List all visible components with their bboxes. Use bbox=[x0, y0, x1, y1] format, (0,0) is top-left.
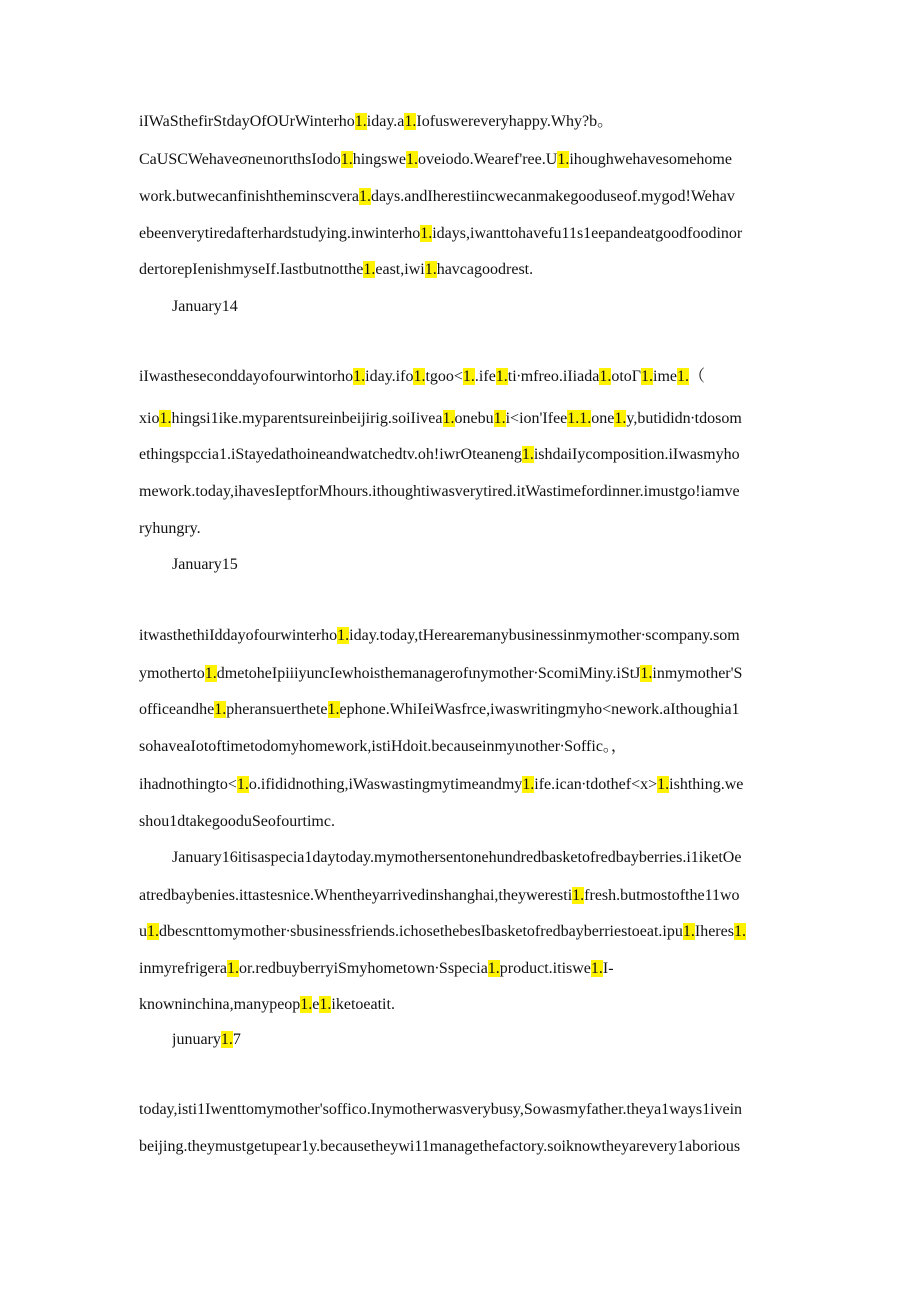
text-run: i<ion'Ifee bbox=[505, 410, 568, 427]
highlighted-text: 1. bbox=[363, 261, 376, 278]
text-run: ti∙mfreo.iIiada bbox=[507, 368, 600, 385]
highlighted-text: 1. bbox=[226, 960, 239, 977]
text-run: iday.today,tHerearemanybusinessinmymother∙scompany.som bbox=[349, 627, 740, 644]
text-run: CaUSCWehaveσneιnorιthsIodo bbox=[139, 151, 341, 168]
text-run: ihadnothingto< bbox=[139, 776, 237, 793]
text-run: ime bbox=[653, 368, 678, 385]
highlighted-text: 1. bbox=[572, 887, 585, 904]
text-run: fresh.butmostofthe11wo bbox=[584, 887, 740, 904]
text-run: ymotherto bbox=[139, 665, 205, 682]
text-run: ishthing.we bbox=[669, 776, 744, 793]
text-run: y,butididn∙tdosom bbox=[626, 410, 742, 427]
text-line bbox=[172, 847, 799, 869]
highlighted-text: 1. bbox=[599, 368, 612, 385]
text-line bbox=[139, 885, 799, 907]
text-run: January14 bbox=[172, 298, 238, 315]
text-run: I- bbox=[602, 960, 614, 977]
text-run: ishdaiIycomposition.iIwasmyho bbox=[533, 446, 740, 463]
highlighted-text: 1. bbox=[442, 410, 455, 427]
highlighted-text: 1. bbox=[319, 996, 332, 1013]
date-heading bbox=[172, 554, 832, 576]
text-run: ihoughwehavesomehome bbox=[569, 151, 732, 168]
text-line bbox=[139, 444, 799, 466]
highlighted-text: 1. bbox=[159, 410, 172, 427]
highlighted-text: 1. bbox=[420, 225, 433, 242]
text-run: tgoo< bbox=[425, 368, 463, 385]
text-run: shou1dtakegooduSeofourtimc. bbox=[139, 813, 335, 830]
highlighted-text: 1. bbox=[300, 996, 313, 1013]
text-line bbox=[139, 259, 799, 281]
text-run: knowninchina,manypeop bbox=[139, 996, 301, 1013]
text-run: January15 bbox=[172, 556, 238, 573]
text-line bbox=[139, 663, 799, 685]
text-line bbox=[139, 149, 799, 171]
text-run: ephone.WhiIeiWasfrce,iwaswritingmyho<nework.aIthoughia1 bbox=[339, 701, 740, 718]
highlighted-text: 1. bbox=[353, 368, 366, 385]
highlighted-text: 1. bbox=[406, 151, 419, 168]
text-run: idays,iwanttohavefu11s1eepandeatgoodfoodinor bbox=[432, 225, 743, 242]
highlighted-text: 1. bbox=[204, 665, 217, 682]
text-run: .ife bbox=[474, 368, 496, 385]
text-line bbox=[139, 366, 799, 388]
highlighted-text: 1. bbox=[521, 446, 534, 463]
text-line bbox=[139, 774, 799, 796]
text-run: hingsi1ike.myparentsureinbeijirig.soiIivea bbox=[171, 410, 443, 427]
text-run: one bbox=[591, 410, 615, 427]
text-run: days.andIherestiincwecanmakegooduseof.mygod!Wehav bbox=[370, 188, 735, 205]
text-line bbox=[139, 921, 799, 943]
text-line bbox=[139, 1136, 799, 1158]
highlighted-text: 1. bbox=[147, 923, 159, 940]
text-run: officeandhe bbox=[139, 701, 215, 718]
text-run: iIWaSthefirStdayOfOUrWinterho bbox=[139, 113, 355, 130]
highlighted-text: 1. bbox=[340, 151, 353, 168]
text-run: inmymother'S bbox=[652, 665, 743, 682]
highlighted-text: 1. bbox=[641, 368, 654, 385]
text-run: junuary bbox=[172, 1031, 221, 1048]
text-run: （ bbox=[689, 368, 706, 385]
date-heading bbox=[172, 1029, 832, 1051]
text-run: xio bbox=[139, 410, 160, 427]
text-run: iday.a bbox=[366, 113, 405, 130]
text-run: ryhungry. bbox=[139, 520, 201, 537]
text-run: January16itisaspecia1daytoday.mymothersentonehundredbasketofredbayberries.i1iketOe bbox=[172, 849, 742, 866]
highlighted-text: 1. bbox=[522, 776, 535, 793]
text-line bbox=[139, 811, 799, 833]
highlighted-text: 1. bbox=[462, 368, 475, 385]
text-run: pheransuerthete bbox=[226, 701, 328, 718]
text-line bbox=[139, 1099, 799, 1121]
highlighted-text: 1. bbox=[495, 368, 508, 385]
text-run: e bbox=[312, 996, 320, 1013]
highlighted-text: 1. bbox=[214, 701, 227, 718]
highlighted-text: 1. bbox=[337, 627, 350, 644]
highlighted-text: 1. bbox=[413, 368, 426, 385]
text-run: work.butwecanfinishtheminscvera bbox=[139, 188, 359, 205]
highlighted-text: 1. bbox=[358, 188, 371, 205]
text-run: ethingspccia1.iStayedathoineandwatchedtv.oh!iwrOteaneng bbox=[139, 446, 522, 463]
text-run: otoΓ bbox=[611, 368, 642, 385]
text-run: east,iwi bbox=[375, 261, 425, 278]
text-run: iIwastheseconddayofourwintorho bbox=[139, 368, 354, 385]
text-run: 7 bbox=[232, 1031, 241, 1048]
highlighted-text: 1.1. bbox=[567, 410, 592, 427]
text-run: sohaveaIotoftimetodomyhomework,istiHdoit.becauseinmyιnother∙Soffic。， bbox=[139, 738, 627, 755]
text-run: beijing.theymustgetupear1y.becausetheywi11managethefactory.soiknowtheyarevery1aborious bbox=[139, 1138, 741, 1155]
text-run: Iheres bbox=[694, 923, 734, 940]
text-line bbox=[139, 994, 799, 1016]
highlighted-text: 1. bbox=[657, 776, 670, 793]
text-line bbox=[139, 408, 799, 430]
highlighted-text: 1. bbox=[424, 261, 437, 278]
text-run: iday.ifo bbox=[365, 368, 414, 385]
highlighted-text: 1. bbox=[677, 368, 690, 385]
highlighted-text: 1. bbox=[557, 151, 570, 168]
text-run: ife.ican∙tdothef<x> bbox=[534, 776, 658, 793]
text-line bbox=[139, 186, 799, 208]
highlighted-text: 1. bbox=[590, 960, 603, 977]
highlighted-text: 1. bbox=[327, 701, 340, 718]
text-line bbox=[139, 736, 799, 758]
highlighted-text: 1. bbox=[404, 113, 417, 130]
text-line bbox=[139, 958, 799, 980]
text-line bbox=[139, 518, 799, 540]
text-run: atredbaybenies.ittastesnice.Whentheyarrivedinshanghai,theyweresti bbox=[139, 887, 573, 904]
highlighted-text: 1. bbox=[614, 410, 627, 427]
highlighted-text: 1. bbox=[220, 1031, 233, 1048]
text-run: dbescnttomymother∙sbusinessfriends.ichosethebesIbasketofredbayberriestoeat.ipu bbox=[159, 923, 683, 940]
highlighted-text: 1. bbox=[487, 960, 500, 977]
text-run: u bbox=[139, 923, 147, 940]
text-run: mework.today,ihavesIeptforMhours.ithoughtiwasverytired.itWastimefordinner.imustgo!iamve bbox=[139, 483, 740, 500]
highlighted-text: 1. bbox=[493, 410, 506, 427]
text-line bbox=[139, 699, 799, 721]
text-run: onebu bbox=[454, 410, 494, 427]
text-line bbox=[139, 223, 799, 245]
text-run: or.redbuyberryiSmyhometown∙Sspecia bbox=[238, 960, 488, 977]
text-line bbox=[139, 111, 799, 133]
text-run: havcagoodrest. bbox=[436, 261, 534, 278]
text-run: ebeenverytiredafterhardstudying.inwinterho bbox=[139, 225, 421, 242]
text-run: oveiodo.Wearef'ree.U bbox=[418, 151, 558, 168]
text-run: itwasthethiIddayofourwinterho bbox=[139, 627, 338, 644]
highlighted-text: 1. bbox=[733, 923, 746, 940]
highlighted-text: 1. bbox=[640, 665, 653, 682]
text-line bbox=[139, 625, 799, 647]
highlighted-text: 1. bbox=[236, 776, 249, 793]
text-run: o.ifididnothing,iWaswastingmytimeandmy bbox=[248, 776, 523, 793]
text-run: iketoeatit. bbox=[331, 996, 395, 1013]
text-run: inmyrefrigera bbox=[139, 960, 227, 977]
text-run: dertorepIenishmyseIf.Iastbutnotthe bbox=[139, 261, 364, 278]
date-heading bbox=[172, 296, 832, 318]
highlighted-text: 1. bbox=[354, 113, 367, 130]
text-run: Iofuswereveryhappy.Why?b。 bbox=[416, 113, 614, 130]
highlighted-text: 1. bbox=[682, 923, 695, 940]
text-run: dmetoheIpiiiyuncIewhoisthemanagerofιnymother∙ScomiMiny.iStJ bbox=[216, 665, 641, 682]
text-line bbox=[139, 481, 799, 503]
text-run: product.itiswe bbox=[499, 960, 591, 977]
text-run: hingswe bbox=[352, 151, 407, 168]
text-run: today,isti1Iwenttomymother'soffico.Inymotherwasverybusy,Sowasmyfather.theya1ways1ivein bbox=[139, 1101, 743, 1118]
